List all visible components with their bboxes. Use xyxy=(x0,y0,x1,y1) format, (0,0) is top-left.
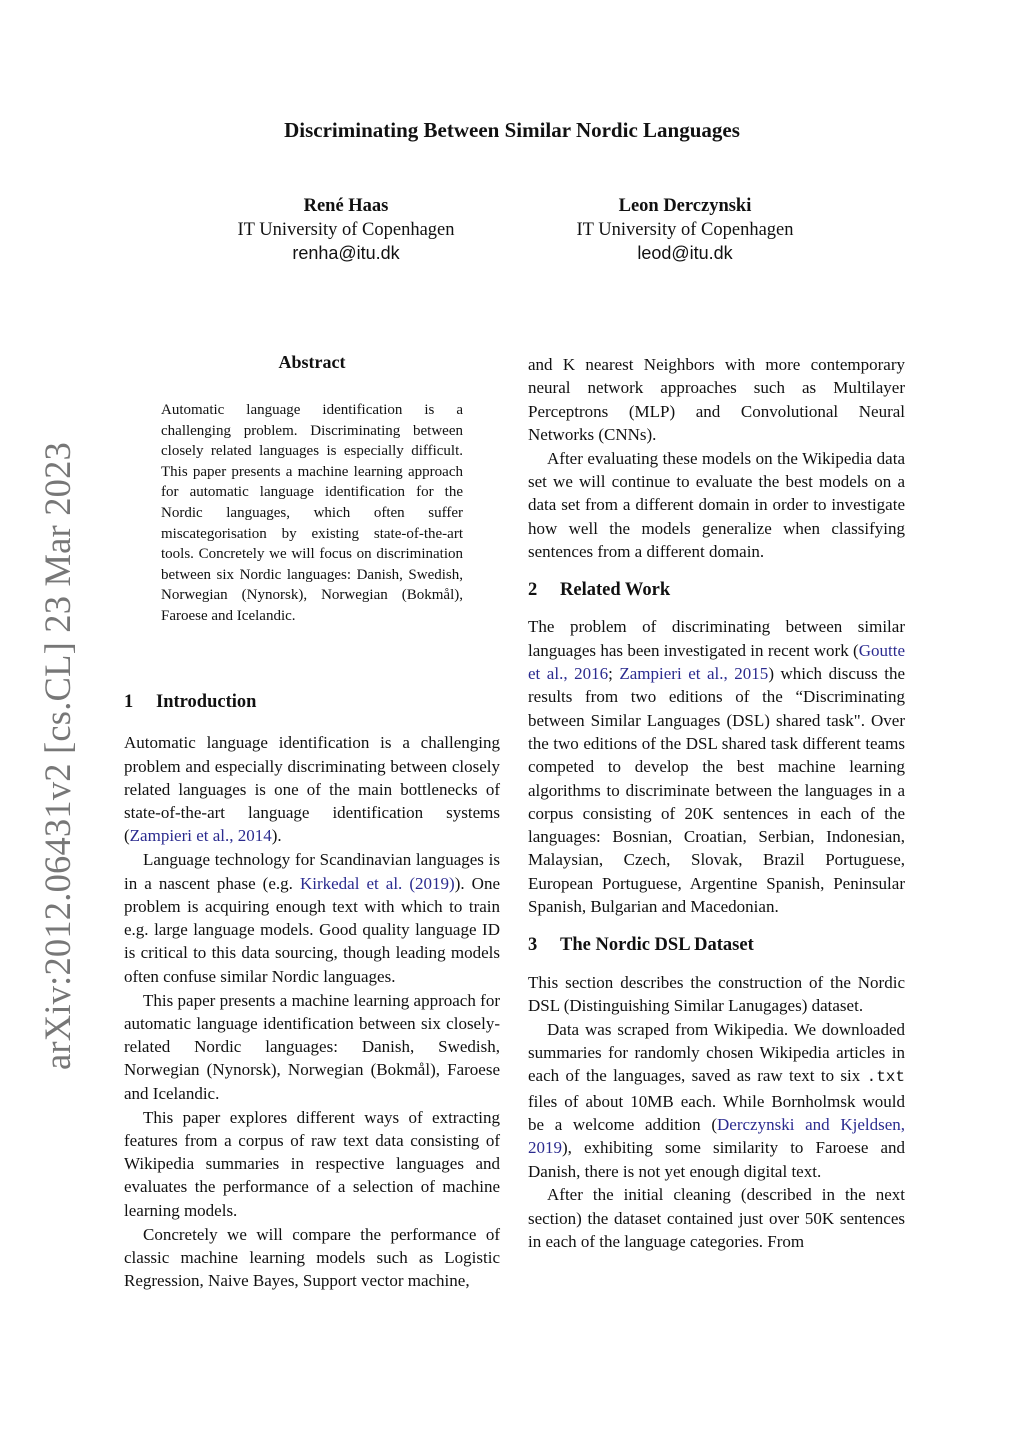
related-paragraph-1 xyxy=(528,615,905,918)
author-affiliation: IT University of Copenhagen xyxy=(237,219,455,240)
intro-paragraph-5: Concretely we will compare the performance of classic machine learning models such as Logistic Regression, Naive Bayes, Support vector machine, xyxy=(124,1224,500,1291)
intro-paragraph-1 xyxy=(124,731,500,847)
intro-paragraph-4: This paper explores different ways of extracting features from a corpus of raw text data consisting of Wikipedia summaries in respective languages and evaluates the performance of a selection of machine learning models. xyxy=(124,1107,500,1220)
dataset-paragraph-3: After the initial cleaning (described in the next section) the dataset contained just over 50K sentences in each of the language categories. From xyxy=(528,1185,905,1251)
text: ). xyxy=(271,826,282,846)
author-block-2 xyxy=(525,195,845,266)
dataset-paragraph-1: This section describes the construction of the Nordic DSL (Distinguishing Similar Lanugages) dataset. xyxy=(528,972,905,1015)
author-email: leod@itu.dk xyxy=(637,243,733,263)
citation-link[interactable]: Kirkedal et al. (2019) xyxy=(299,873,455,893)
section-heading-introduction xyxy=(124,691,500,714)
section-heading-related-work xyxy=(528,579,905,602)
section-title: Introduction xyxy=(156,692,257,712)
citation-link[interactable]: Zampieri et al., 2015 xyxy=(619,664,769,684)
right-column xyxy=(528,353,905,1254)
author-affiliation: IT University of Copenhagen xyxy=(576,219,794,240)
code-text: .txt xyxy=(866,1068,905,1087)
arxiv-stamp: arXiv:2012.06431v2 [cs.CL] 23 Mar 2023 xyxy=(37,441,78,1070)
section-number: 3 xyxy=(528,935,538,956)
paper-title: Discriminating Between Similar Nordic Languages xyxy=(284,118,740,142)
section-number: 1 xyxy=(124,692,134,712)
text: ) which discuss the results from two editions of the “Discriminating between Similar Languages (DSL) shared task". Over the two editions of the DSL shared task different teams competed to develop the best machine learning algorithms to discriminate between the languages in a corpus consisting of 20K sentences in each of the languages: Bosnian, Croatian, Serbian, Indonesian, Malaysian, Czech, Slovak, Brazil Portuguese, European Portuguese, Argentine Spanish, Peninsular Spanish, Bulgarian and Macedonian. xyxy=(528,664,905,917)
section-heading-dataset xyxy=(528,934,905,957)
author-name: Leon Derczynski xyxy=(618,196,752,216)
intro-paragraph-7: After evaluating these models on the Wikipedia data set we will continue to evaluate the best models on a data set from a different domain in order to investigate how well the models generalize when classifying sentences from a different domain. xyxy=(528,448,905,561)
text: ; xyxy=(608,664,620,684)
text: The problem of discriminating between similar languages has been investigated in recent work ( xyxy=(528,617,905,660)
text: Data was scraped from Wikipedia. We downloaded summaries for randomly chosen Wikipedia articles in each of the languages, saved as raw text to six xyxy=(528,1019,905,1086)
abstract-text: Automatic language identification is a challenging problem. Discriminating between closely related languages is especially difficult. This paper presents a machine learning approach for automatic language identification for the Nordic languages, which often suffer miscategorisation by existing state-of-the-art tools. Concretely we will focus on discrimination between six Nordic languages: Danish, Swedish, Norwegian (Nynorsk), Norwegian (Bokmål), Faroese and Icelandic. xyxy=(161,402,463,624)
dataset-paragraph-2 xyxy=(528,1018,905,1183)
intro-paragraph-2 xyxy=(124,848,500,988)
text: ). One problem is acquiring enough text with which to train e.g. large language models. Good quality language ID is critical to this data sourcing, though leading models often confuse similar Nordic languages. xyxy=(124,873,500,986)
citation-link[interactable]: Zampieri et al., 2014 xyxy=(129,826,272,846)
intro-paragraph-3: This paper presents a machine learning approach for automatic language identification between six closely-related Nordic languages: Danish, Swedish, Norwegian (Nynorsk), Norwegian (Bokmål), Faroese and Icelandic. xyxy=(124,990,500,1103)
intro-paragraph-6: and K nearest Neighbors with more contemporary neural network approaches such as Multilayer Perceptrons (MLP) and Convolutional Neural Networks (CNNs). xyxy=(528,355,905,444)
author-name: René Haas xyxy=(303,196,389,216)
text: ), exhibiting some similarity to Faroese and Danish, there is not yet enough digital text. xyxy=(528,1138,905,1181)
author-block-1 xyxy=(186,195,506,266)
left-column xyxy=(124,691,500,1293)
citation-link[interactable]: Goutte et al., 2016 xyxy=(528,640,905,684)
author-email: renha@itu.dk xyxy=(292,243,400,263)
section-title: The Nordic DSL Dataset xyxy=(560,935,754,956)
section-title: Related Work xyxy=(560,580,671,601)
text: files of about 10MB each. While Bornholmsk would be a welcome addition ( xyxy=(528,1091,905,1134)
citation-link[interactable]: Derczynski and Kjeldsen, 2019 xyxy=(528,1114,905,1158)
abstract-heading: Abstract xyxy=(278,352,346,372)
section-number: 2 xyxy=(528,580,538,601)
text: Automatic language identification is a challenging problem and especially discriminating between closely related languages is one of the main bottlenecks of state-of-the-art language identification systems ( xyxy=(124,733,500,846)
text: Language technology for Scandinavian languages is in a nascent phase (e.g. xyxy=(124,850,500,893)
